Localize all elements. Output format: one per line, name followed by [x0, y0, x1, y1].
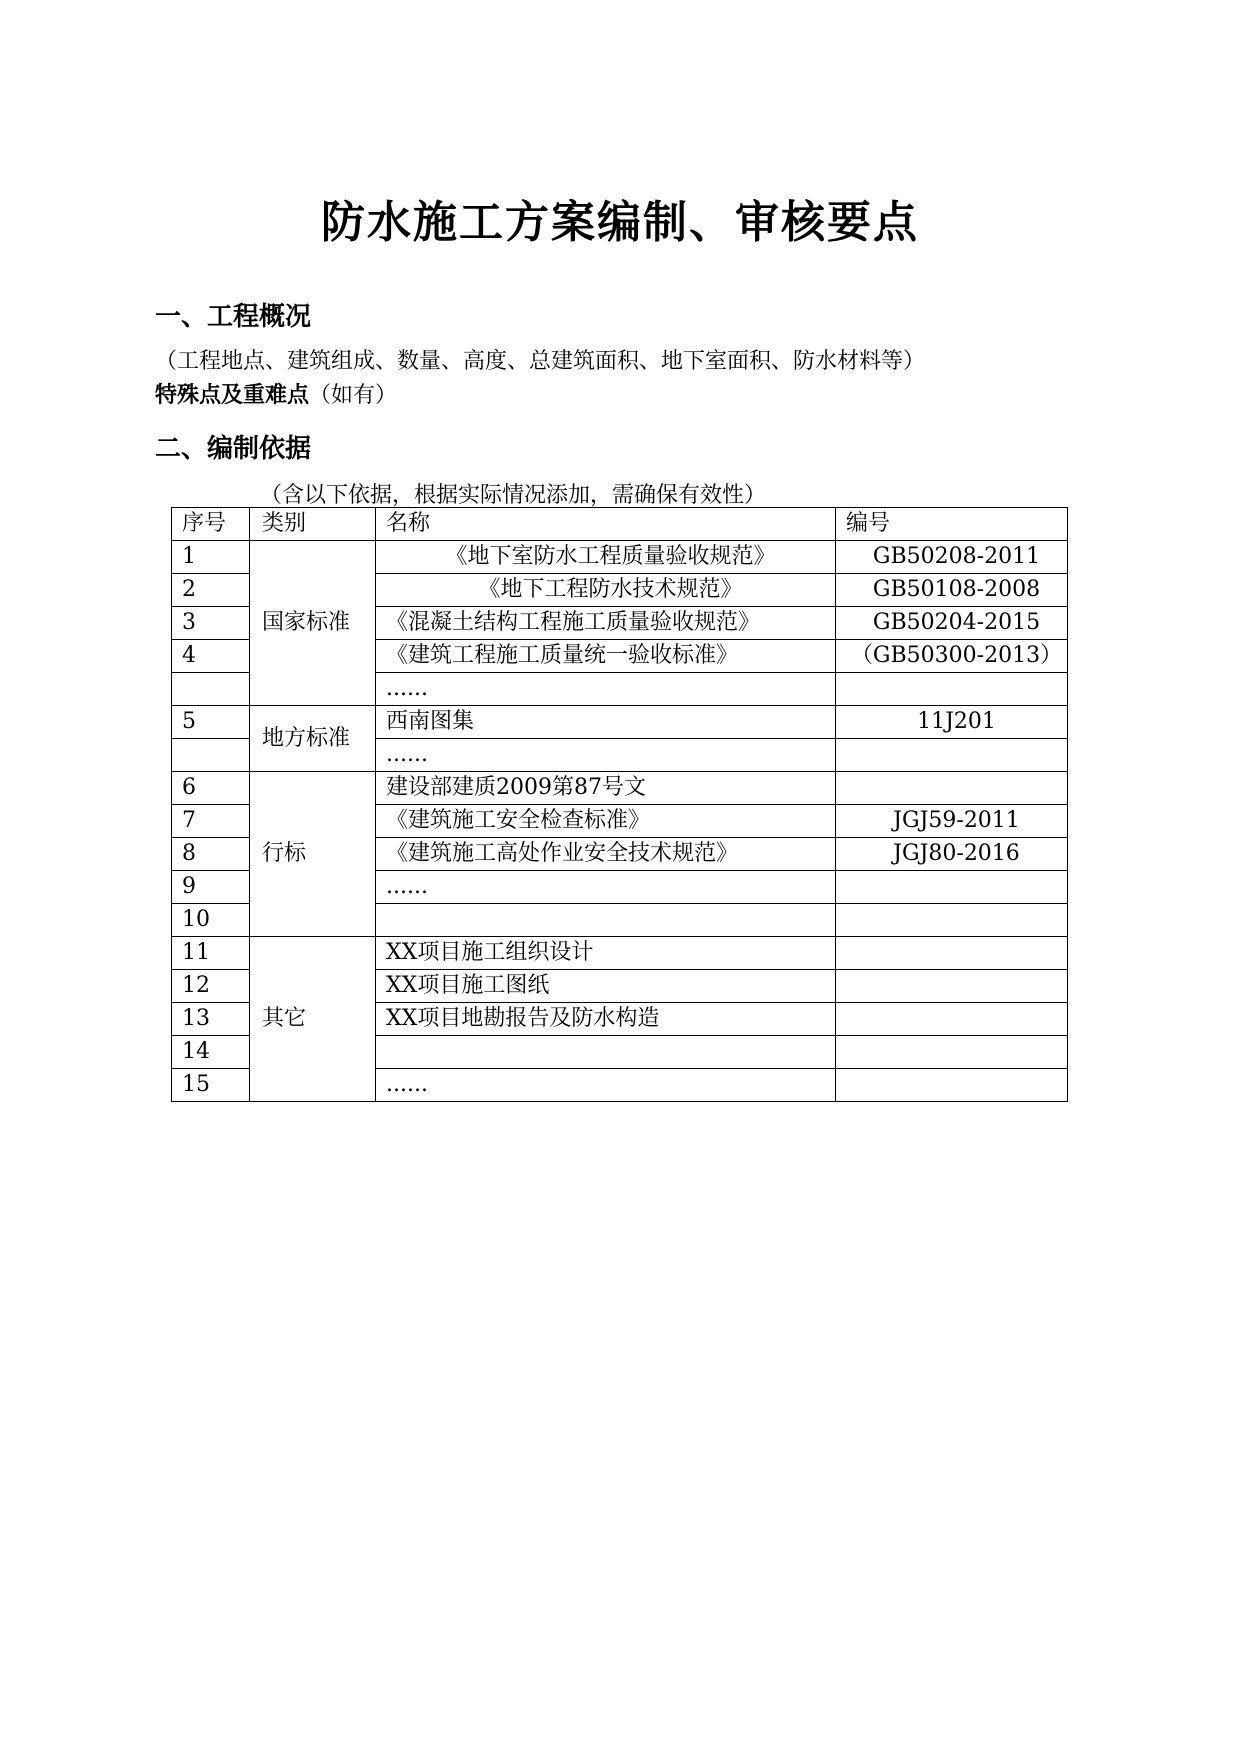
row-code	[836, 937, 1068, 970]
row-code	[836, 970, 1068, 1003]
row-code: GB50204-2015	[836, 607, 1068, 640]
row-code: JGJ80-2016	[836, 838, 1068, 871]
category-national: 国家标准	[250, 541, 376, 706]
row-seq: 12	[172, 970, 250, 1003]
row-seq: 7	[172, 805, 250, 838]
row-name: 《地下室防水工程质量验收规范》	[376, 541, 836, 574]
table-header-row	[172, 508, 1068, 541]
row-seq	[172, 739, 250, 772]
section-heading-overview: 一、工程概况	[155, 302, 312, 332]
row-seq	[172, 673, 250, 706]
row-code: 11J201	[836, 706, 1068, 739]
row-seq: 8	[172, 838, 250, 871]
row-code	[836, 904, 1068, 937]
overview-description: （工程地点、建筑组成、数量、高度、总建筑面积、地下室面积、防水材料等）	[155, 349, 926, 374]
row-seq: 2	[172, 574, 250, 607]
row-seq: 6	[172, 772, 250, 805]
row-name: ......	[376, 739, 836, 772]
row-seq: 9	[172, 871, 250, 904]
row-name: XX项目地勘报告及防水构造	[376, 1003, 836, 1036]
row-name: 《建筑施工高处作业安全技术规范》	[376, 838, 836, 871]
row-code	[836, 739, 1068, 772]
special-points-note: （如有）	[309, 383, 398, 408]
row-code: JGJ59-2011	[836, 805, 1068, 838]
row-code: （GB50300-2013）	[836, 640, 1068, 673]
row-code	[836, 673, 1068, 706]
header-code: 编号	[836, 508, 1068, 541]
special-points-line	[155, 378, 397, 409]
row-name: ......	[376, 673, 836, 706]
category-industry: 行标	[250, 772, 376, 937]
header-category: 类别	[250, 508, 376, 541]
row-code	[836, 772, 1068, 805]
row-name: 西南图集	[376, 706, 836, 739]
basis-note: （含以下依据，根据实际情况添加，需确保有效性）	[260, 483, 767, 508]
row-code	[836, 871, 1068, 904]
row-name: 建设部建质2009第87号文	[376, 772, 836, 805]
row-name: ......	[376, 871, 836, 904]
row-name: XX项目施工图纸	[376, 970, 836, 1003]
row-name	[376, 904, 836, 937]
row-name: ......	[376, 1069, 836, 1102]
row-code	[836, 1069, 1068, 1102]
row-seq: 5	[172, 706, 250, 739]
row-seq: 15	[172, 1069, 250, 1102]
table-row	[172, 541, 1068, 574]
row-code: GB50208-2011	[836, 541, 1068, 574]
row-seq: 4	[172, 640, 250, 673]
row-code	[836, 1036, 1068, 1069]
row-seq: 1	[172, 541, 250, 574]
row-name	[376, 1036, 836, 1069]
header-seq: 序号	[172, 508, 250, 541]
row-seq: 10	[172, 904, 250, 937]
table-row	[172, 937, 1068, 970]
category-local: 地方标准	[250, 706, 376, 772]
row-name: 《建筑工程施工质量统一验收标准》	[376, 640, 836, 673]
section-heading-basis: 二、编制依据	[155, 434, 312, 464]
row-code	[836, 1003, 1068, 1036]
table-row	[172, 706, 1068, 739]
special-points-label: 特殊点及重难点	[155, 383, 310, 408]
row-name: XX项目施工组织设计	[376, 937, 836, 970]
category-other: 其它	[250, 937, 376, 1102]
row-seq: 3	[172, 607, 250, 640]
row-name: 《建筑施工安全检查标准》	[376, 805, 836, 838]
header-name: 名称	[376, 508, 836, 541]
row-seq: 14	[172, 1036, 250, 1069]
row-code: GB50108-2008	[836, 574, 1068, 607]
table-row	[172, 772, 1068, 805]
row-seq: 13	[172, 1003, 250, 1036]
row-name: 《地下工程防水技术规范》	[376, 574, 836, 607]
document-title: 防水施工方案编制、审核要点	[321, 197, 919, 248]
row-seq: 11	[172, 937, 250, 970]
row-name: 《混凝土结构工程施工质量验收规范》	[376, 607, 836, 640]
basis-table	[171, 507, 1068, 1102]
